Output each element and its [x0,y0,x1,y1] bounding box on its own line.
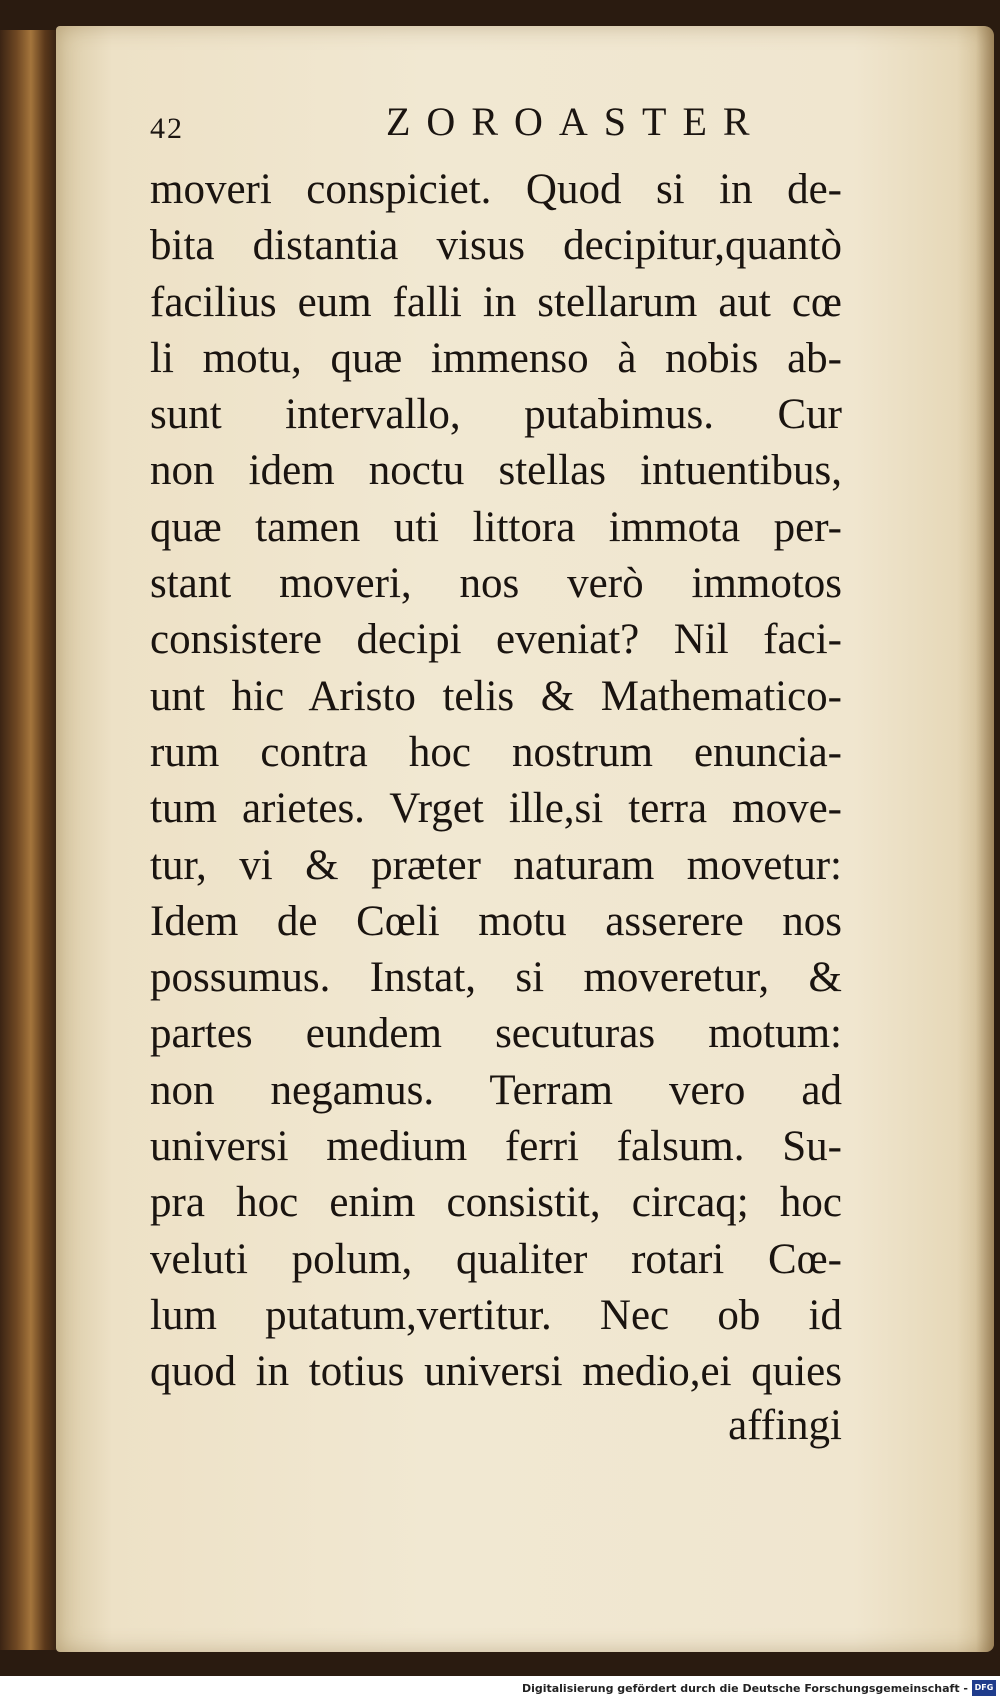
text-line: pra hoc enim consistit, circaq; hoc [150,1179,842,1227]
footer-bar [0,1676,1000,1702]
text-line: moveri conspiciet. Quod si in de- [150,166,842,213]
catchword: affingi [728,1402,842,1449]
catchword-row [150,1396,842,1456]
text-line: bita distantia visus decipitur,quantò [150,222,842,270]
text-line: unt hic Aristo telis & Mathematico- [150,672,842,720]
text-line: stant moveri, nos verò immotos [150,560,842,608]
body-text [150,162,842,1401]
running-head-title: ZOROASTER [386,99,766,144]
funding-credit: Digitalisierung gefördert durch die Deutsche Forschungsgemeinschaft - [521,1682,968,1695]
running-head [150,98,790,154]
book-spine-edge [0,30,56,1650]
text-line: tum arietes. Vrget ille,si terra move- [150,785,842,833]
dfg-logo-icon: DFG [972,1680,996,1696]
text-line: sunt intervallo, putabimus. Cur [150,391,842,439]
text-line: quæ tamen uti littora immota per- [150,503,842,551]
text-line: li motu, quæ immenso à nobis ab- [150,334,842,382]
text-line: quod in totius universi medio,ei quies [150,1348,842,1396]
page-edge-shadow [976,26,994,1652]
text-line: non idem noctu stellas intuentibus, [150,447,842,495]
text-line: veluti polum, qualiter rotari Cœ- [150,1235,842,1283]
text-line: Idem de Cœli motu asserere nos [150,897,842,945]
text-line: non negamus. Terram vero ad [150,1066,842,1114]
page-number: 42 [150,112,184,145]
text-line: facilius eum falli in stellarum aut cœ [150,278,842,326]
text-line: consistere decipi eveniat? Nil faci- [150,616,842,664]
text-line: tur, vi & præter naturam movetur: [150,841,842,889]
text-line: possumus. Instat, si moveretur, & [150,954,842,1002]
text-line: rum contra hoc nostrum enuncia- [150,728,842,776]
text-line: lum putatum,vertitur. Nec ob id [150,1291,842,1339]
text-line: partes eundem secuturas motum: [150,1010,842,1058]
text-line: universi medium ferri falsum. Su- [150,1123,842,1171]
